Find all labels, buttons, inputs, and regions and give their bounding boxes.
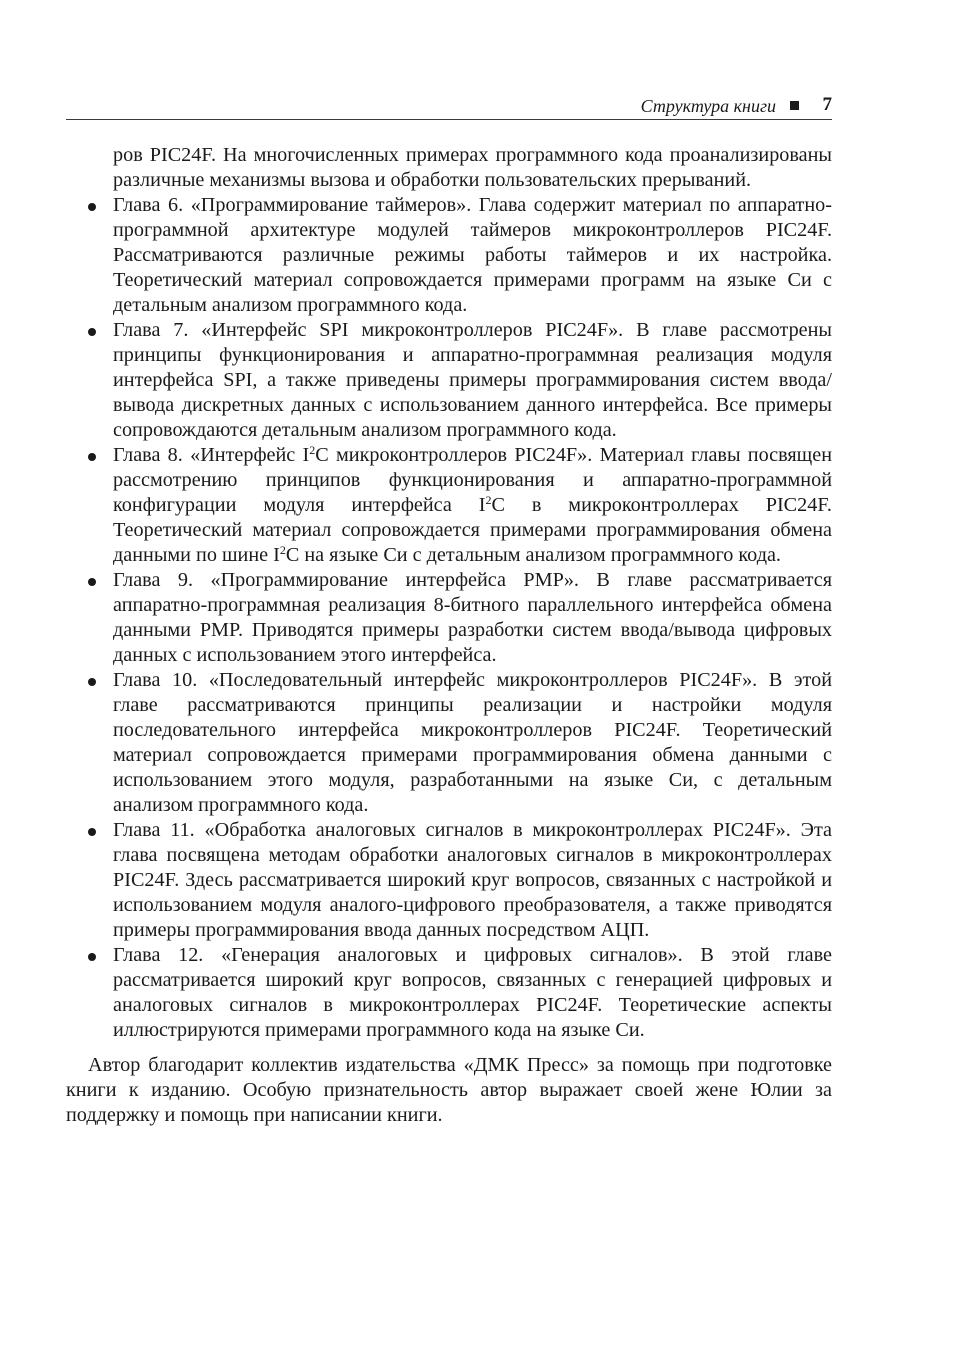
bullet-icon <box>88 328 96 336</box>
chapter-item-12 <box>66 943 832 1043</box>
continuation-paragraph: ров PIC24F. На многочисленных примерах программного кода проанализированы различные механизмы вызова и обработки пользовательских прерываний. <box>113 144 832 191</box>
chapter-list <box>66 193 832 1043</box>
chapter-item-9 <box>66 568 832 668</box>
chapter-text: Глава 12. «Генерация аналоговых и цифровых сигналов». В этой главе рассматривается широкий круг вопросов, связанных с генерацией цифровых и аналоговых сигналов в микроконтроллерах PIC24F. Теоретические аспекты иллюстрируются примерами программного кода на языке Си. <box>113 944 832 1041</box>
chapter-text-part: C на языке Си с детальным анализом программного кода. <box>285 544 781 566</box>
superscript: 2 <box>279 543 286 557</box>
square-bullet-icon <box>790 101 799 110</box>
chapter-item-8 <box>66 443 832 568</box>
bullet-icon <box>88 578 96 586</box>
bullet-icon <box>88 203 96 211</box>
chapter-text-part: C в микроконтроллерах PIC24F. Теоретический материал сопровождается примерами программирования обмена данными по шине I <box>113 494 832 566</box>
chapter-text: Глава 6. «Программирование таймеров». Глава содержит материал по аппаратно-программной архитектуре модулей таймеров микроконтроллеров PIC24F. Рассматриваются различные режимы работы таймеров и их настройка. Теоретический материал сопровождается примерами программ на языке Си с детальным анализом программного кода. <box>113 194 832 316</box>
acknowledgement-paragraph: Автор благодарит коллектив издательства «ДМК Пресс» за помощь при подготовке книги к изданию. Особую признательность автор выражает своей жене Юлии за поддержку и помощь при написании книги. <box>66 1054 832 1126</box>
superscript: 2 <box>485 493 492 507</box>
bullet-icon <box>88 953 96 961</box>
bullet-icon <box>88 828 96 836</box>
bullet-icon <box>88 678 96 686</box>
page-number: 7 <box>822 94 832 115</box>
page-header <box>66 93 832 120</box>
chapter-text-part: Глава 8. «Интерфейс I <box>113 444 310 466</box>
page-body <box>66 143 832 1128</box>
chapter-item-6 <box>66 193 832 318</box>
chapter-item-7 <box>66 318 832 443</box>
bullet-icon <box>88 453 96 461</box>
chapter-text-part: C микроконтроллеров PIC24F». Материал главы посвящен рассмотрению принципов функционирования и аппаратно-программной конфигурации модуля интерфейса I <box>113 444 832 516</box>
chapter-text: Глава 9. «Программирование интерфейса PMP». В главе рассматривается аппаратно-программная реализация 8-битного параллельного интерфейса обмена данными PMP. Приводятся примеры разработки систем ввода/вывода цифровых данных с использованием этого интерфейса. <box>113 569 832 666</box>
chapter-item-10 <box>66 668 832 818</box>
chapter-text: Глава 7. «Интерфейс SPI микроконтроллеров PIC24F». В главе рассмотрены принципы функционирования и аппаратно-программная реализация модуля интерфейса SPI, а также приведены примеры программирования систем ввода/вывода дискретных данных с использованием данного интерфейса. Все примеры сопровождаются детальным анализом программного кода. <box>113 319 832 441</box>
chapter-text: Глава 10. «Последовательный интерфейс микроконтроллеров PIC24F». В этой главе рассматриваются принципы реализации и настройки модуля последовательного интерфейса микроконтроллеров PIC24F. Теоретический материал сопровождается примерами программирования обмена данными с использованием этого модуля, разработанными на языке Си, с детальным анализом программного кода. <box>113 669 832 816</box>
chapter-item-11 <box>66 818 832 943</box>
chapter-text <box>113 444 832 566</box>
chapter-text: Глава 11. «Обработка аналоговых сигналов в микроконтроллерах PIC24F». Эта глава посвящена методам обработки аналоговых сигналов в микроконтроллерах PIC24F. Здесь рассматривается широкий круг вопросов, связанных с настройкой и использованием модуля аналого-цифрового преобразователя, а также приводятся примеры программирования ввода данных посредством АЦП. <box>113 819 832 941</box>
running-title: Структура книги <box>640 96 776 116</box>
superscript: 2 <box>309 443 316 457</box>
